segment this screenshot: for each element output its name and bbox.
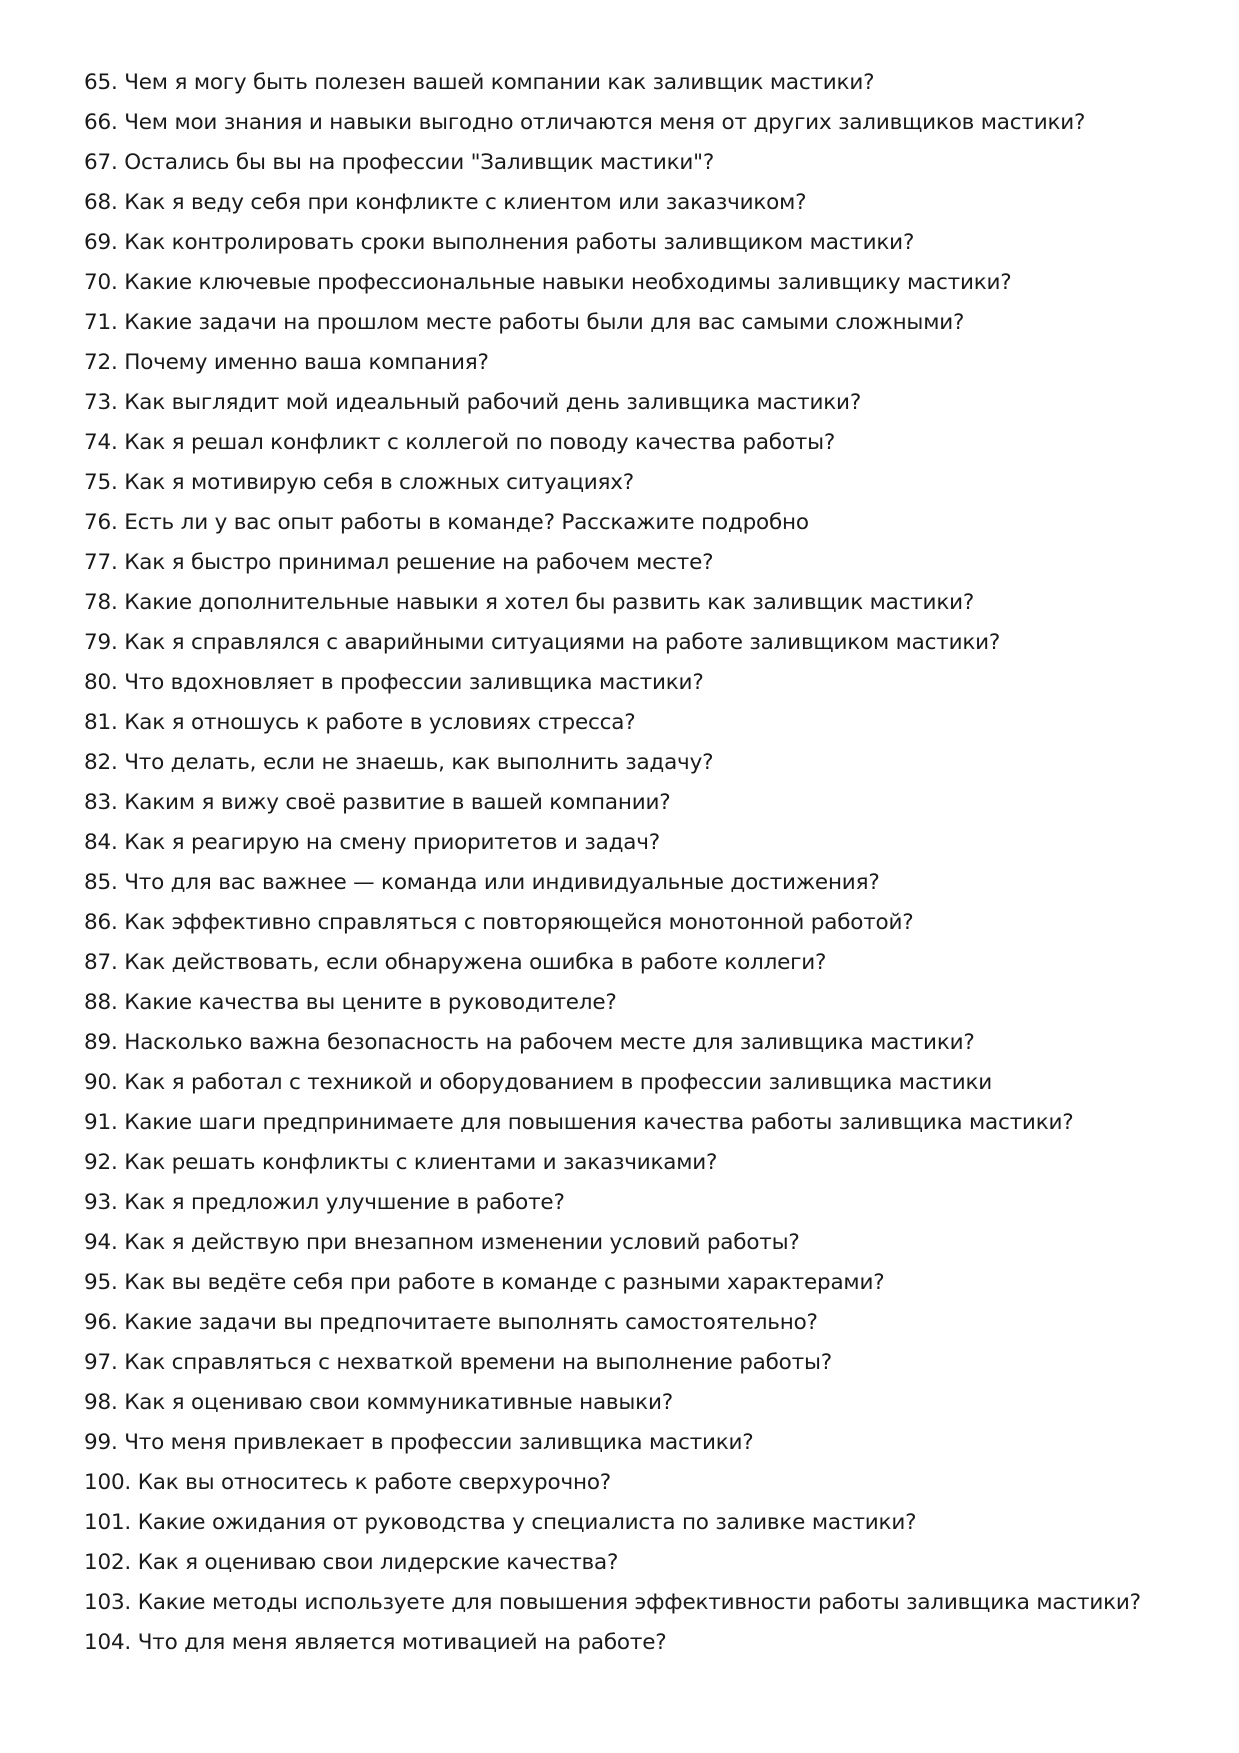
list-item: 71. Какие задачи на прошлом месте работы были для вас самыми сложными? bbox=[84, 310, 965, 335]
question-list bbox=[84, 63, 1214, 1663]
list-item: 78. Какие дополнительные навыки я хотел бы развить как заливщик мастики? bbox=[84, 590, 975, 615]
list-item: 85. Что для вас важнее — команда или индивидуальные достижения? bbox=[84, 870, 880, 895]
list-item: 95. Как вы ведёте себя при работе в команде с разными характерами? bbox=[84, 1270, 885, 1295]
list-item: 84. Как я реагирую на смену приоритетов и задач? bbox=[84, 830, 660, 855]
list-item: 93. Как я предложил улучшение в работе? bbox=[84, 1190, 565, 1215]
list-item: 90. Как я работал с техникой и оборудованием в профессии заливщика мастики bbox=[84, 1070, 993, 1095]
list-item: 66. Чем мои знания и навыки выгодно отличаются меня от других заливщиков мастики? bbox=[84, 110, 1086, 135]
list-item: 70. Какие ключевые профессиональные навыки необходимы заливщику мастики? bbox=[84, 270, 1012, 295]
list-item: 83. Каким я вижу своё развитие в вашей компании? bbox=[84, 790, 671, 815]
list-item: 89. Насколько важна безопасность на рабочем месте для заливщика мастики? bbox=[84, 1030, 975, 1055]
list-item: 94. Как я действую при внезапном изменении условий работы? bbox=[84, 1230, 800, 1255]
list-item: 65. Чем я могу быть полезен вашей компании как заливщик мастики? bbox=[84, 70, 875, 95]
list-item: 96. Какие задачи вы предпочитаете выполнять самостоятельно? bbox=[84, 1310, 818, 1335]
list-item: 91. Какие шаги предпринимаете для повышения качества работы заливщика мастики? bbox=[84, 1110, 1074, 1135]
list-item: 75. Как я мотивирую себя в сложных ситуациях? bbox=[84, 470, 635, 495]
list-item: 102. Как я оцениваю свои лидерские качества? bbox=[84, 1550, 619, 1575]
list-item: 87. Как действовать, если обнаружена ошибка в работе коллеги? bbox=[84, 950, 827, 975]
list-item: 81. Как я отношусь к работе в условиях стресса? bbox=[84, 710, 636, 735]
list-item: 99. Что меня привлекает в профессии заливщика мастики? bbox=[84, 1430, 754, 1455]
list-item: 104. Что для меня является мотивацией на работе? bbox=[84, 1630, 667, 1655]
list-item: 74. Как я решал конфликт с коллегой по поводу качества работы? bbox=[84, 430, 836, 455]
list-item: 76. Есть ли у вас опыт работы в команде? Расскажите подробно bbox=[84, 510, 809, 535]
list-item: 100. Как вы относитесь к работе сверхурочно? bbox=[84, 1470, 611, 1495]
list-item: 68. Как я веду себя при конфликте с клиентом или заказчиком? bbox=[84, 190, 807, 215]
list-item: 97. Как справляться с нехваткой времени на выполнение работы? bbox=[84, 1350, 832, 1375]
list-item: 82. Что делать, если не знаешь, как выполнить задачу? bbox=[84, 750, 714, 775]
list-item: 88. Какие качества вы цените в руководителе? bbox=[84, 990, 617, 1015]
list-item: 73. Как выглядит мой идеальный рабочий день заливщика мастики? bbox=[84, 390, 862, 415]
list-item: 92. Как решать конфликты с клиентами и заказчиками? bbox=[84, 1150, 718, 1175]
list-item: 67. Остались бы вы на профессии "Заливщик мастики"? bbox=[84, 150, 715, 175]
list-item: 86. Как эффективно справляться с повторяющейся монотонной работой? bbox=[84, 910, 914, 935]
list-item: 101. Какие ожидания от руководства у специалиста по заливке мастики? bbox=[84, 1510, 917, 1535]
list-item: 80. Что вдохновляет в профессии заливщика мастики? bbox=[84, 670, 704, 695]
list-item: 79. Как я справлялся с аварийными ситуациями на работе заливщиком мастики? bbox=[84, 630, 1001, 655]
list-item: 98. Как я оцениваю свои коммуникативные навыки? bbox=[84, 1390, 673, 1415]
list-item: 103. Какие методы используете для повышения эффективности работы заливщика мастики? bbox=[84, 1590, 1141, 1615]
list-item: 69. Как контролировать сроки выполнения работы заливщиком мастики? bbox=[84, 230, 915, 255]
list-item: 77. Как я быстро принимал решение на рабочем месте? bbox=[84, 550, 714, 575]
list-item: 72. Почему именно ваша компания? bbox=[84, 350, 489, 375]
